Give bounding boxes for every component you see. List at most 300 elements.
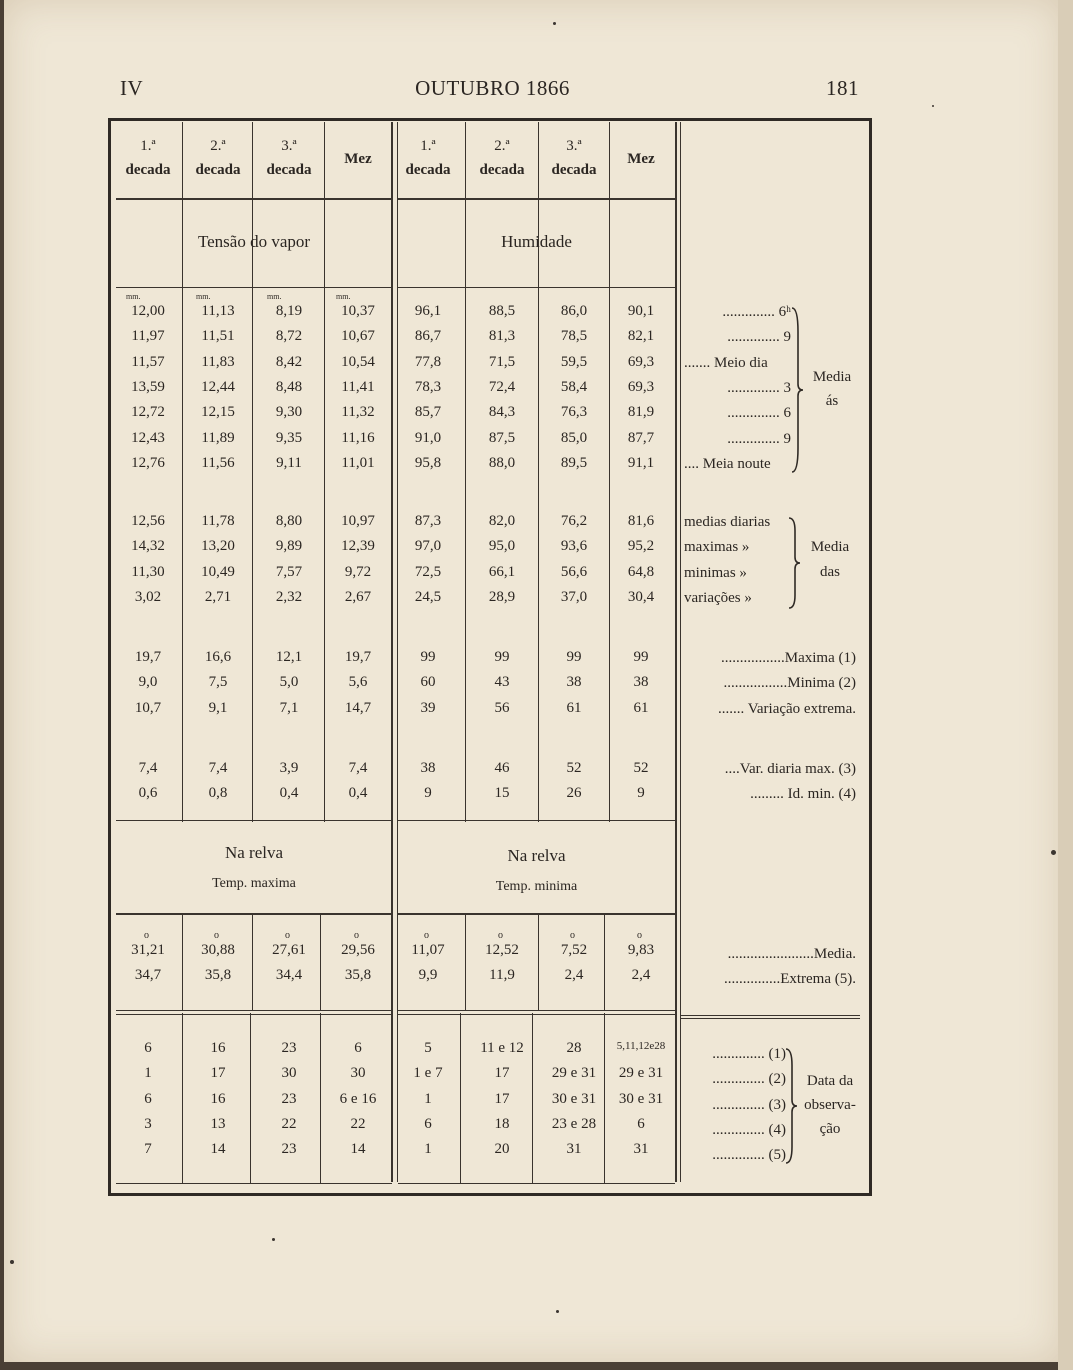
table-cell: 10,49 — [201, 563, 235, 580]
table-cell: 85,0 — [560, 429, 588, 446]
table-cell: 11,57 — [131, 353, 165, 370]
table-cell: 31 — [566, 1141, 582, 1158]
row-label — [680, 1097, 786, 1114]
paper-speck — [1051, 850, 1056, 855]
row-label — [682, 786, 856, 803]
column-header: decada — [195, 162, 241, 178]
table-cell: 82,0 — [488, 513, 516, 529]
table-cell: 3,02 — [134, 588, 162, 605]
table-cell: 11,13 — [201, 303, 235, 319]
table-cell: 30,4 — [627, 588, 655, 605]
table-cell: 16 — [210, 1090, 226, 1107]
table-cell: 23 — [281, 1141, 297, 1158]
dot-leader: .............. — [727, 430, 780, 447]
table-cell: 97,0 — [414, 538, 442, 555]
table-cell: 30 — [281, 1065, 297, 1082]
section-title: Na relva — [224, 843, 284, 862]
dot-leader: ....................... — [727, 946, 814, 962]
table-cell: 30,88 — [201, 942, 235, 958]
table-cell: 5,11,12e28 — [616, 1040, 666, 1052]
table-cell: 6 — [354, 1040, 362, 1056]
table-cell: 6 — [144, 1090, 152, 1107]
table-cell: 9,11 — [276, 454, 302, 471]
dot-leader: .............. — [712, 1046, 769, 1062]
table-cell: 60 — [420, 674, 436, 691]
section-title: Na relva — [507, 846, 566, 865]
grid-hline — [398, 1014, 675, 1015]
table-cell: 78,3 — [414, 378, 442, 395]
table-cell: 3 — [144, 1115, 152, 1132]
table-cell: 66,1 — [488, 563, 516, 580]
grid-hline — [398, 820, 675, 821]
table-cell: 69,3 — [627, 378, 655, 395]
grid-vline — [182, 915, 183, 1010]
column-header: 2.ª — [494, 138, 510, 154]
grid-hline — [680, 1015, 860, 1016]
row-label — [684, 380, 791, 397]
table-cell: 6 e 16 — [339, 1090, 377, 1107]
table-cell: 28 — [566, 1040, 582, 1056]
dot-leader: ....... — [684, 354, 711, 371]
table-cell: 35,8 — [344, 967, 372, 984]
row-label-text: Variação extrema. — [747, 700, 856, 717]
grid-hline — [116, 1183, 392, 1184]
table-cell: 11,41 — [341, 378, 375, 395]
table-cell: 17 — [494, 1090, 510, 1107]
table-cell: 8,19 — [275, 303, 303, 319]
table-cell: 10,7 — [134, 699, 162, 716]
row-label-text: 9 — [779, 329, 791, 346]
degree-mark: o — [354, 930, 359, 941]
table-cell: 85,7 — [414, 404, 442, 421]
table-cell: 12,44 — [201, 378, 235, 395]
table-cell: 96,1 — [414, 303, 442, 319]
dot-leader: ................. — [723, 675, 788, 692]
table-cell: 72,5 — [414, 563, 442, 580]
row-label — [680, 1071, 786, 1088]
column-header: 3.ª — [281, 138, 297, 154]
row-label-text: (5) — [768, 1147, 786, 1164]
table-cell: 0,8 — [208, 785, 228, 802]
table-cell: 10,97 — [341, 513, 375, 529]
table-cell: 61 — [633, 699, 649, 716]
table-cell: 19,7 — [134, 649, 162, 665]
table-cell: 12,76 — [131, 454, 165, 471]
degree-mark: o — [637, 930, 642, 941]
group-label: Media — [810, 539, 850, 555]
table-cell: 12,39 — [341, 538, 375, 555]
grid-hline — [116, 820, 392, 821]
grid-hline — [398, 1010, 675, 1011]
table-cell: 9,9 — [418, 967, 438, 984]
table-cell: 11,07 — [411, 942, 445, 958]
dot-leader: .............. — [722, 304, 775, 320]
table-cell: 5,6 — [348, 674, 368, 691]
grid-vline — [538, 915, 539, 1010]
group-label: observa- — [804, 1097, 856, 1113]
row-label — [682, 650, 856, 667]
group-label: Media — [812, 369, 852, 385]
table-cell: 31 — [633, 1141, 649, 1158]
table-cell: 34,4 — [275, 967, 303, 984]
table-cell: 86,0 — [560, 303, 588, 319]
table-cell: 12,00 — [131, 303, 165, 319]
table-cell: 8,48 — [275, 378, 303, 395]
row-label — [684, 355, 791, 372]
table-cell: 30 — [350, 1065, 366, 1082]
table-cell: 8,80 — [275, 513, 303, 529]
table-cell: 28,9 — [488, 588, 516, 605]
table-cell: 1 — [424, 1141, 432, 1158]
row-label — [684, 304, 791, 321]
dot-leader: .............. — [712, 1096, 769, 1113]
row-label-text: (2) — [768, 1071, 786, 1088]
table-cell: 12,56 — [131, 513, 165, 529]
table-cell: 22 — [281, 1115, 297, 1132]
table-cell: 81,3 — [488, 328, 516, 345]
table-cell: 72,4 — [488, 378, 516, 395]
table-cell: 11,89 — [201, 429, 235, 446]
dot-leader: .... — [684, 455, 699, 472]
row-label-text: 6 — [779, 405, 791, 422]
table-cell: 11,32 — [341, 404, 375, 421]
table-cell: 37,0 — [560, 588, 588, 605]
table-cell: 13,20 — [201, 538, 235, 555]
table-cell: 17 — [494, 1065, 510, 1082]
paper-speck — [932, 105, 934, 107]
table-cell: 11,97 — [131, 328, 165, 345]
table-cell: 9,89 — [275, 538, 303, 555]
grid-hline — [398, 913, 675, 915]
table-cell: 76,3 — [560, 404, 588, 421]
group-label: ás — [825, 393, 839, 409]
table-cell: 59,5 — [560, 353, 588, 370]
table-cell: 12,52 — [485, 942, 519, 958]
table-cell: 43 — [494, 674, 510, 691]
table-cell: 11,16 — [341, 429, 375, 446]
dot-leader: ................. — [721, 650, 785, 666]
table-cell: 5,0 — [279, 674, 299, 691]
table-cell: 84,3 — [488, 404, 516, 421]
table-cell: 18 — [494, 1115, 510, 1132]
row-label — [684, 405, 791, 422]
table-cell: 29 e 31 — [618, 1065, 664, 1082]
table-cell: 39 — [420, 699, 436, 716]
table-cell: 88,0 — [488, 454, 516, 471]
table-cell: 7,5 — [208, 674, 228, 691]
table-cell: 99 — [494, 649, 510, 665]
table-cell: 87,7 — [627, 429, 655, 446]
grid-vline — [609, 122, 610, 822]
table-cell: 91,1 — [627, 454, 655, 471]
table-cell: 24,5 — [414, 588, 442, 605]
table-cell: 35,8 — [204, 967, 232, 984]
unit-label: mm. — [267, 292, 282, 301]
table-cell: 2,71 — [204, 588, 232, 605]
row-label: minimas » — [684, 564, 747, 581]
table-cell: 0,4 — [279, 785, 299, 802]
table-cell: 7 — [144, 1141, 152, 1158]
row-label — [682, 701, 856, 718]
table-cell: 95,8 — [414, 454, 442, 471]
table-cell: 91,0 — [414, 429, 442, 446]
table-cell: 2,4 — [564, 967, 584, 984]
table-cell: 16 — [210, 1040, 226, 1056]
table-cell: 7,57 — [275, 563, 303, 580]
row-label-text: 9 — [779, 430, 791, 447]
unit-label: mm. — [126, 292, 141, 301]
table-cell: 93,6 — [560, 538, 588, 555]
unit-label: mm. — [196, 292, 211, 301]
table-cell: 38 — [420, 760, 436, 776]
page-number: 181 — [826, 76, 859, 100]
row-label — [680, 1122, 786, 1139]
table-cell: 52 — [566, 760, 582, 776]
table-cell: 14 — [350, 1141, 366, 1158]
table-cell: 1 — [144, 1065, 152, 1082]
column-header: 1.ª — [420, 138, 436, 154]
table-cell: 0,4 — [348, 785, 368, 802]
table-cell: 95,2 — [627, 538, 655, 555]
table-cell: 14,7 — [344, 699, 372, 716]
table-cell: 14,32 — [131, 538, 165, 555]
table-cell: 95,0 — [488, 538, 516, 555]
section-subtitle: Temp. minima — [495, 879, 578, 894]
table-cell: 7,1 — [279, 699, 299, 716]
table-cell: 22 — [350, 1115, 366, 1132]
group-label: Data da — [806, 1073, 854, 1089]
table-cell: 13,59 — [131, 378, 165, 395]
table-cell: 38 — [566, 674, 582, 691]
group-label: das — [820, 564, 840, 580]
degree-mark: o — [498, 930, 503, 941]
degree-mark: o — [424, 930, 429, 941]
table-cell: 2,67 — [344, 588, 372, 605]
table-cell: 7,52 — [560, 942, 588, 958]
table-cell: 6 — [637, 1115, 645, 1132]
dot-leader: .... — [724, 761, 740, 777]
row-label — [682, 761, 856, 778]
table-cell: 7,4 — [138, 760, 158, 776]
dot-leader: ......... — [750, 786, 788, 803]
dot-leader: .............. — [712, 1147, 769, 1164]
right-brace — [787, 517, 801, 609]
table-cell: 20 — [494, 1141, 510, 1158]
grid-hline — [116, 913, 392, 915]
row-label — [680, 1147, 786, 1164]
grid-vline — [252, 915, 253, 1010]
table-cell: 56,6 — [560, 563, 588, 580]
row-label-text: Maxima (1) — [784, 650, 856, 666]
row-label-text: (3) — [768, 1096, 786, 1113]
table-cell: 23 — [281, 1090, 297, 1107]
table-cell: 1 — [424, 1090, 432, 1107]
grid-vline — [538, 122, 539, 822]
row-label-text: Id. min. (4) — [787, 786, 856, 803]
dot-leader: .............. — [712, 1121, 769, 1138]
table-cell: 11,01 — [341, 454, 375, 471]
grid-hline — [116, 1014, 392, 1015]
table-cell: 15 — [494, 785, 510, 802]
table-cell: 31,21 — [131, 942, 165, 958]
grid-vline — [182, 122, 183, 822]
table-cell: 8,42 — [275, 353, 303, 370]
grid-vline — [604, 915, 605, 1010]
column-header: 1.ª — [140, 138, 156, 154]
table-cell: 9,35 — [275, 429, 303, 446]
row-label — [684, 431, 791, 448]
table-cell: 0,6 — [138, 785, 158, 802]
paper-speck — [10, 1260, 14, 1264]
section-number: IV — [120, 76, 144, 100]
grid-vline — [320, 915, 321, 1010]
table-cell: 12,15 — [201, 404, 235, 421]
row-label — [684, 456, 791, 473]
table-cell: 9,1 — [208, 699, 228, 716]
degree-mark: o — [570, 930, 575, 941]
table-cell: 82,1 — [627, 328, 655, 345]
dot-leader: ............... — [723, 971, 781, 988]
table-cell: 23 — [281, 1040, 297, 1056]
paper-speck — [556, 1310, 559, 1313]
table-cell: 88,5 — [488, 303, 516, 319]
table-cell: 11,51 — [201, 328, 235, 345]
section-title: Tensão do vapor — [197, 232, 311, 251]
table-cell: 9,72 — [344, 563, 372, 580]
table-cell: 10,67 — [341, 328, 375, 345]
table-cell: 99 — [420, 649, 436, 665]
row-label-text: Extrema (5). — [780, 971, 856, 988]
dot-leader: .............. — [727, 329, 780, 346]
table-cell: 52 — [633, 760, 649, 776]
row-label-text: Var. diaria max. (3) — [739, 761, 856, 777]
table-cell: 38 — [633, 674, 649, 691]
row-label-text: (1) — [768, 1046, 786, 1062]
table-cell: 2,4 — [631, 967, 651, 984]
table-cell: 71,5 — [488, 353, 516, 370]
table-cell: 3,9 — [279, 760, 299, 776]
table-cell: 16,6 — [204, 649, 232, 665]
table-cell: 7,4 — [208, 760, 228, 776]
table-cell: 81,9 — [627, 404, 655, 421]
table-cell: 46 — [494, 760, 510, 776]
right-brace — [790, 307, 804, 473]
table-cell: 34,7 — [134, 967, 162, 984]
table-cell: 89,5 — [560, 454, 588, 471]
degree-mark: o — [214, 930, 219, 941]
grid-hline — [680, 1018, 860, 1019]
table-cell: 64,8 — [627, 563, 655, 580]
column-header: decada — [266, 162, 312, 178]
degree-mark: o — [144, 930, 149, 941]
row-label: medias diarias — [684, 514, 771, 530]
row-label — [680, 971, 856, 988]
row-label-text: 3 — [779, 379, 791, 396]
grid-vline — [324, 122, 325, 822]
grid-hline — [116, 287, 392, 288]
table-cell: 23 e 28 — [551, 1115, 597, 1132]
row-label — [682, 675, 856, 692]
table-cell: 17 — [210, 1065, 226, 1082]
table-cell: 8,72 — [275, 328, 303, 345]
table-cell: 99 — [566, 649, 582, 665]
table-cell: 11,9 — [489, 967, 515, 984]
unit-label: mm. — [336, 292, 351, 301]
table-cell: 6 — [144, 1040, 152, 1056]
table-cell: 9,0 — [138, 674, 158, 691]
table-cell: 11,78 — [201, 513, 235, 529]
table-cell: 86,7 — [414, 328, 442, 345]
table-cell: 30 e 31 — [618, 1090, 664, 1107]
dot-leader: .............. — [712, 1071, 769, 1088]
column-header: Mez — [627, 151, 655, 167]
row-label-text: Media. — [813, 946, 856, 962]
table-cell: 11,83 — [201, 353, 235, 370]
table-cell: 78,5 — [560, 328, 588, 345]
grid-hline — [398, 287, 675, 288]
row-label — [680, 1046, 786, 1063]
table-cell: 56 — [494, 699, 510, 716]
paper-speck — [272, 1238, 275, 1241]
table-cell: 11,30 — [131, 563, 165, 580]
grid-vline — [465, 915, 466, 1010]
table-cell: 69,3 — [627, 353, 655, 370]
row-label-text: 6ʰ — [774, 304, 791, 320]
row-label: maximas » — [684, 539, 750, 556]
table-cell: 26 — [566, 785, 582, 802]
grid-vline — [465, 122, 466, 822]
table-cell: 14 — [210, 1141, 226, 1158]
table-cell: 12,72 — [131, 404, 165, 421]
table-cell: 11 e 12 — [480, 1040, 524, 1056]
column-header: Mez — [344, 151, 372, 167]
table-cell: 9,30 — [275, 404, 303, 421]
table-cell: 2,32 — [275, 588, 303, 605]
grid-vline — [680, 122, 681, 1182]
row-label-text: (4) — [768, 1121, 786, 1138]
table-cell: 13 — [210, 1115, 226, 1132]
section-title: Humidade — [501, 232, 572, 251]
table-cell: 1 e 7 — [413, 1065, 443, 1082]
dot-leader: .............. — [727, 405, 780, 422]
right-brace — [784, 1048, 798, 1164]
table-cell: 19,7 — [344, 649, 372, 665]
table-cell: 9,83 — [627, 942, 655, 958]
column-header: decada — [125, 162, 171, 178]
column-header: decada — [405, 162, 451, 178]
table-cell: 9 — [637, 785, 645, 802]
row-label-text: Minima (2) — [787, 675, 856, 692]
page-title: OUTUBRO 1866 — [415, 76, 570, 100]
grid-vline — [252, 122, 253, 822]
grid-hline — [116, 198, 392, 200]
table-cell: 12,43 — [131, 429, 165, 446]
table-cell: 11,56 — [201, 454, 235, 471]
row-label: variações » — [684, 589, 752, 606]
table-cell: 27,61 — [272, 942, 306, 958]
table-cell: 99 — [633, 649, 649, 665]
table-cell: 87,5 — [488, 429, 516, 446]
row-label-text: Meio dia — [710, 354, 768, 371]
column-header: decada — [479, 162, 525, 178]
column-header: decada — [551, 162, 597, 178]
grid-hline — [398, 1183, 675, 1184]
table-cell: 29,56 — [341, 942, 375, 958]
table-cell: 30 e 31 — [551, 1090, 597, 1107]
table-cell: 5 — [424, 1040, 432, 1056]
row-label — [684, 329, 791, 346]
page-edge — [1058, 0, 1073, 1370]
